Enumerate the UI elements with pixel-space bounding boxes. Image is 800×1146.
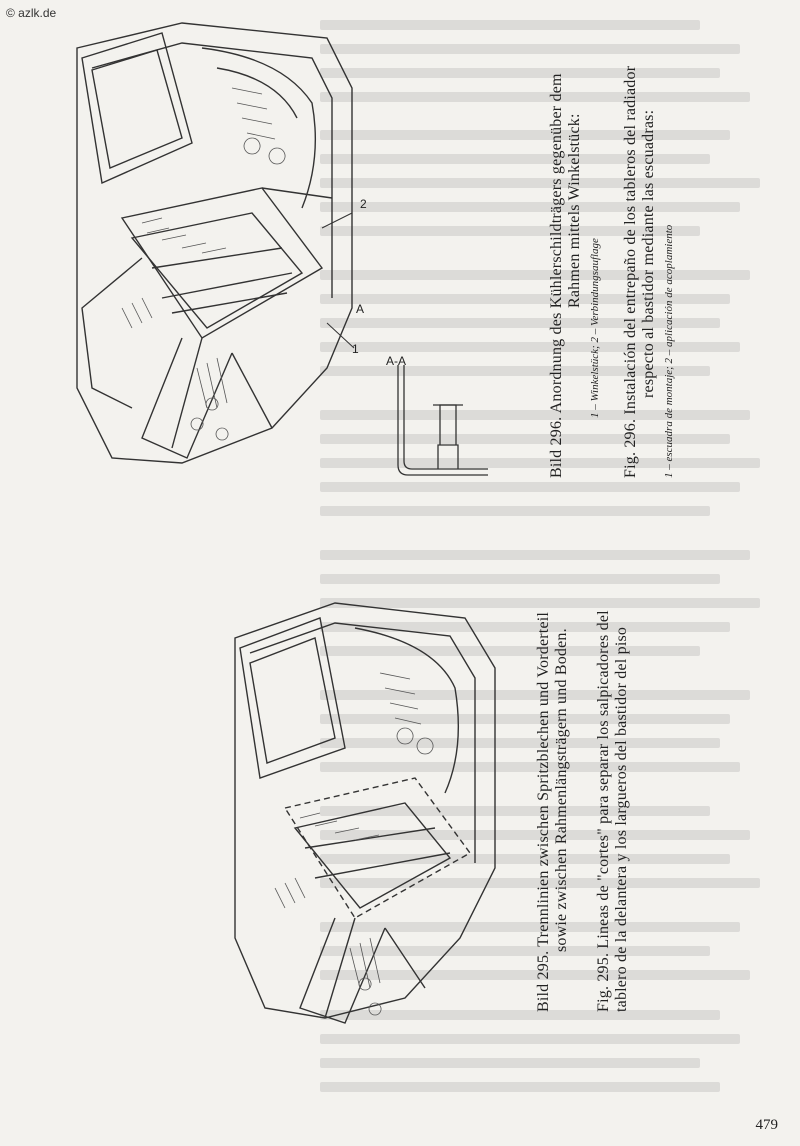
fig295-caption-de [535, 612, 572, 1012]
car-front-cut-lines-illustration [205, 578, 535, 1033]
car-front-frame-illustration [22, 8, 377, 478]
figure-296-drawing [22, 8, 377, 478]
section-a-a-detail [378, 345, 498, 495]
fig295-title-de-2: sowie zwischen Rahmenlängsträgern und Boden. [553, 628, 571, 952]
fig296-title-es-2: respecto al bastidor mediante las escuadras: [640, 109, 658, 398]
fig295-title-es-2: tablero de la delantera y los largueros del bastidor del piso [613, 626, 631, 1012]
fig296-title-es-1: Fig. 296. Instalación del entrepaño de los tableros del radiador [622, 65, 639, 478]
fig296-caption-de [548, 73, 601, 478]
fig296-legend-de: 1 – Winkelstück; 2 – Verbindungsauflage [588, 238, 601, 418]
label-A: A [356, 302, 365, 316]
fig296-legend-es: 1 – escuadra de montaje; 2 – aplicación de acoplamiento [662, 224, 675, 478]
fig295-caption-es [595, 610, 632, 1012]
fig296-caption-es [622, 66, 675, 478]
fig295-title-de-1: Bild 295. Trennlinien zwischen Spritzblechen und Vorderteil [535, 611, 552, 1012]
section-label-AA: A-A [386, 354, 407, 368]
fig295-title-es-1: Fig. 295. Lineas de "cortes" para separar los salpicadores del [595, 610, 612, 1012]
label-1: 1 [352, 342, 359, 356]
fig296-title-de-1: Bild 296. Anordnung des Kühlerschildträgers gegenüber dem [548, 73, 565, 478]
label-2: 2 [360, 197, 367, 211]
watermark: © azlk.de [6, 6, 57, 20]
fig296-title-de-2: Rahmen mittels Winkelstück: [566, 113, 584, 308]
page-number: 479 [755, 1117, 778, 1133]
figure-295-drawing [205, 578, 535, 1033]
